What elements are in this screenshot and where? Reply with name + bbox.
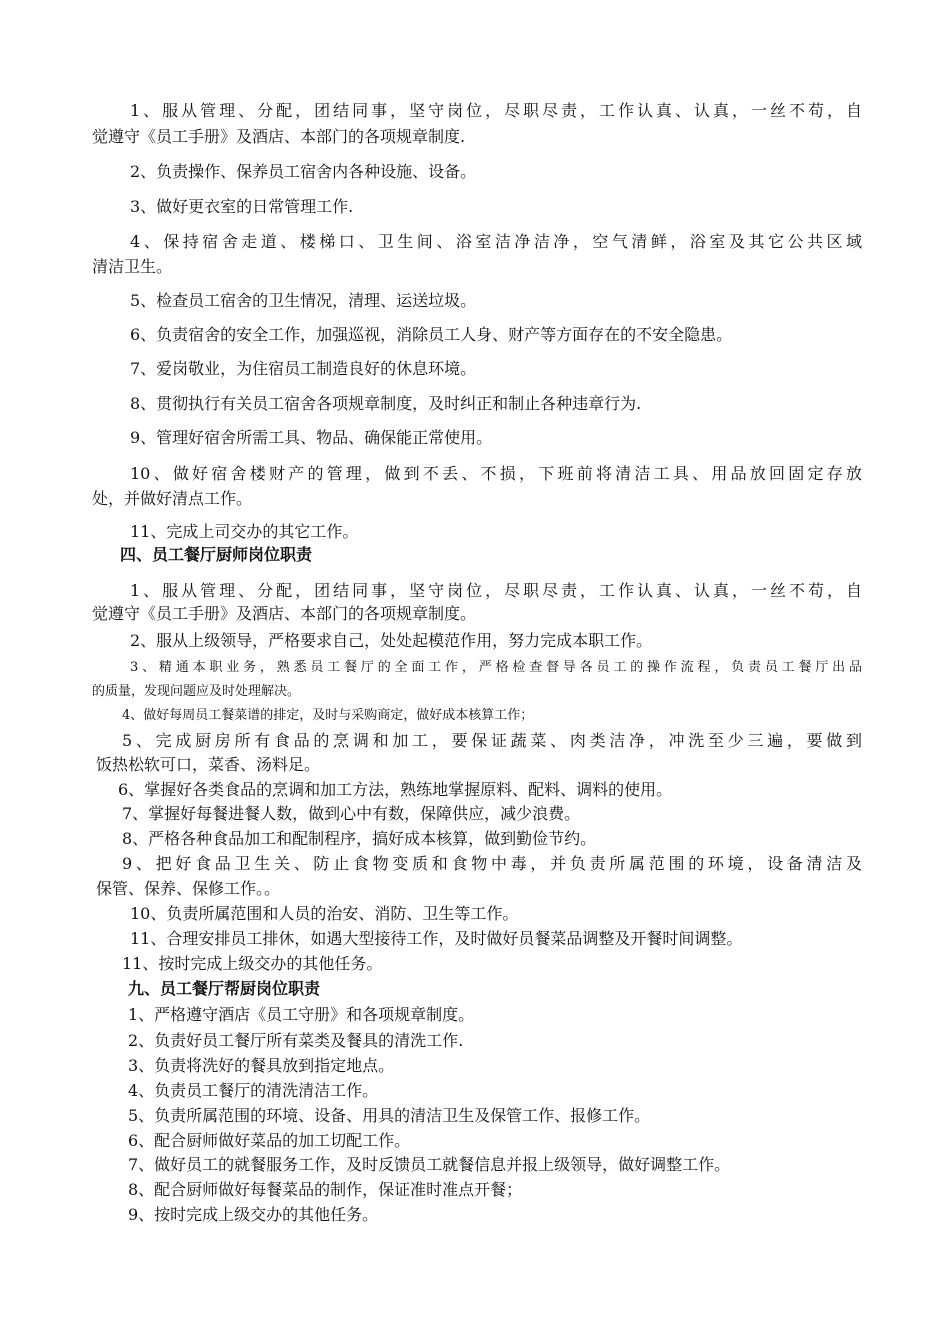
chef-item-5-line-2: 饭热松软可口，菜香、汤料足。 [96, 755, 321, 774]
chef-item-8: 8、严格各种食品加工和配制程序，搞好成本核算，做到勤俭节约。 [122, 829, 597, 848]
duty-item-1-line-1: 1、服从管理、分配，团结同事，坚守岗位，尽职尽责，工作认真、认真，一丝不苟，自 [130, 101, 862, 120]
chef-item-11b: 11、按时完成上级交办的其他任务。 [122, 954, 383, 973]
chef-item-1-line-2: 觉遵守《员工手册》及酒店、本部门的各项规章制度。 [92, 604, 477, 623]
chef-item-1-line-1: 1、服从管理、分配，团结同事，坚守岗位，尽职尽责，工作认真、认真，一丝不苟，自 [130, 581, 862, 600]
duty-item-9: 9、管理好宿舍所需工具、物品、确保能正常使用。 [130, 428, 493, 447]
duty-item-10-line-1: 10、做好宿舍楼财产的管理，做到不丢、不损，下班前将清洁工具、用品放回固定存放 [130, 464, 862, 483]
duty-item-11: 11、完成上司交办的其它工作。 [130, 522, 359, 541]
chef-item-3-line-2: 的质量，发现问题应及时处理解决。 [92, 684, 301, 699]
chef-item-10: 10、负责所属范围和人员的治安、消防、卫生等工作。 [130, 904, 519, 923]
helper-item-6: 6、配合厨师做好菜品的加工切配工作。 [128, 1131, 411, 1150]
helper-item-8: 8、配合厨师做好每餐菜品的制作，保证准时准点开餐； [128, 1180, 523, 1199]
chef-item-4: 4、做好每周员工餐菜谱的排定，及时与采购商定，做好成本核算工作； [122, 708, 534, 723]
duty-item-6: 6、负责宿舍的安全工作，加强巡视，消除员工人身、财产等方面存在的不安全隐患。 [130, 325, 733, 344]
duty-item-10-line-2: 处，并做好清点工作。 [92, 489, 253, 508]
chef-item-9-line-1: 9、把好食品卫生关、防止食物变质和食物中毒，并负责所属范围的环境，设备清洁及 [122, 854, 862, 873]
section-heading-chef: 四、员工餐厅厨师岗位职责 [120, 545, 313, 564]
duty-item-2: 2、负责操作、保养员工宿舍内各种设施、设备。 [130, 162, 477, 181]
helper-item-7: 7、做好员工的就餐服务工作，及时反馈员工就餐信息并报上级领导，做好调整工作。 [128, 1155, 731, 1174]
chef-item-9-line-2: 保管、保养、保修工作。。 [96, 879, 281, 898]
chef-item-3-line-1: 3、精通本职业务，熟悉员工餐厅的全面工作，严格检查督导各员工的操作流程，负责员工餐厅出品 [130, 660, 862, 675]
chef-item-2: 2、服从上级领导，严格要求自己，处处起模范作用，努力完成本职工作。 [130, 631, 653, 650]
duty-item-8: 8、贯彻执行有关员工宿舍各项规章制度，及时纠正和制止各种违章行为. [130, 394, 642, 413]
chef-item-5-line-1: 5、完成厨房所有食品的烹调和加工，要保证蔬菜、肉类洁净，冲洗至少三遍，要做到 [122, 731, 862, 750]
chef-item-11a: 11、合理安排员工排休，如遇大型接待工作，及时做好员餐菜品调整及开餐时间调整。 [130, 929, 743, 948]
section-heading-kitchen-helper: 九、员工餐厅帮厨岗位职责 [128, 979, 321, 998]
duty-item-7: 7、爱岗敬业，为住宿员工制造良好的休息环境。 [130, 359, 477, 378]
helper-item-4: 4、负责员工餐厅的清洗清洁工作。 [128, 1081, 379, 1100]
helper-item-9: 9、按时完成上级交办的其他任务。 [128, 1205, 379, 1224]
helper-item-3: 3、负责将洗好的餐具放到指定地点。 [128, 1056, 395, 1075]
duty-item-3: 3、做好更衣室的日常管理工作. [130, 197, 354, 216]
duty-item-1-line-2: 觉遵守《员工手册》及酒店、本部门的各项规章制度. [92, 127, 466, 146]
chef-item-7: 7、掌握好每餐进餐人数，做到心中有数，保障供应，减少浪费。 [122, 804, 581, 823]
duty-item-4-line-2: 清洁卫生。 [92, 257, 173, 276]
helper-item-1: 1、严格遵守酒店《员工守册》和各项规章制度。 [128, 1005, 475, 1024]
duty-item-4-line-1: 4、保持宿舍走道、楼梯口、卫生间、浴室洁净洁净，空气清鲜，浴室及其它公共区域 [130, 232, 862, 251]
duty-item-5: 5、检查员工宿舍的卫生情况，清理、运送垃圾。 [130, 291, 477, 310]
helper-item-2: 2、负责好员工餐厅所有菜类及餐具的清洗工作. [128, 1031, 464, 1050]
helper-item-5: 5、负责所属范围的环境、设备、用具的清洁卫生及保管工作、报修工作。 [128, 1106, 651, 1125]
chef-item-6: 6、掌握好各类食品的烹调和加工方法，熟练地掌握原料、配料、调料的使用。 [118, 780, 673, 799]
